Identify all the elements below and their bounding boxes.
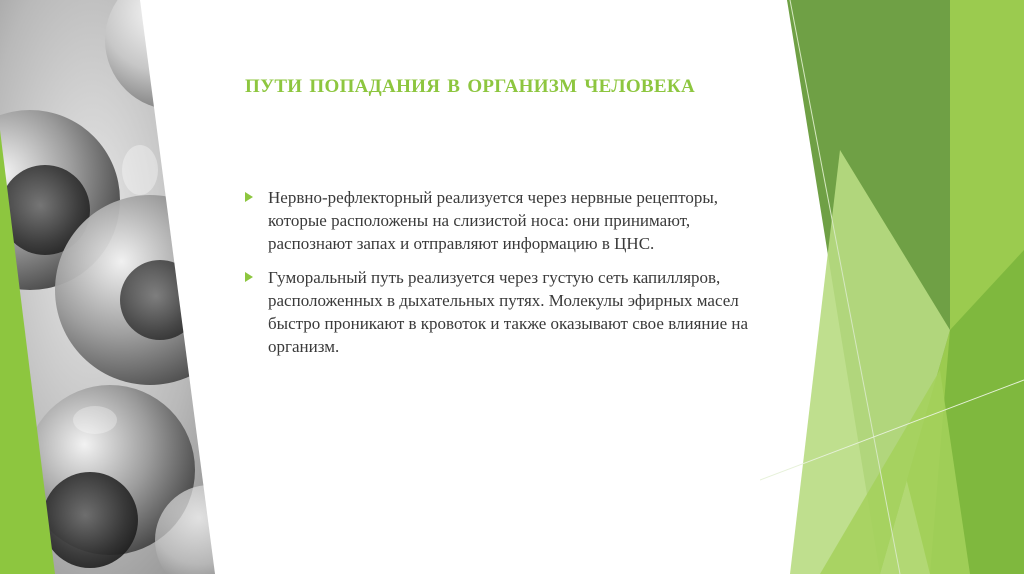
bullet-text: Гуморальный путь реализуется через густую сеть капилляров, расположенных в дыхательных путях. Молекулы эфирных масел быстро проникают в кровоток и также оказывают свое влияние на организм. (268, 268, 749, 356)
triangle-bullet-icon (245, 192, 253, 202)
left-photo-decoration (0, 0, 230, 574)
bullet-item (245, 186, 775, 255)
bullet-list (245, 186, 775, 369)
bullet-text: Нервно-рефлекторный реализуется через нервные рецепторы, которые расположены на слизистой носа: они принимают, распознают запах и отправляют информацию в ЦНС. (268, 188, 719, 253)
slide-title: пути попадания в организм человека (245, 68, 695, 98)
right-green-decoration (760, 0, 1024, 574)
triangle-bullet-icon (245, 272, 253, 282)
bullet-item (245, 266, 775, 358)
cells-image (0, 0, 230, 574)
green-shapes (760, 0, 1024, 574)
